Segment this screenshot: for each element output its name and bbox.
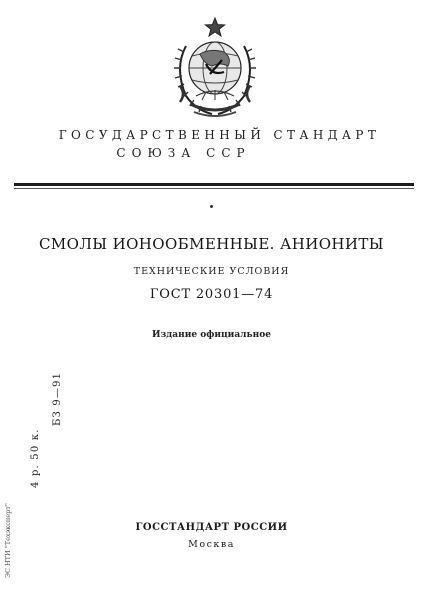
publisher-city: Москва (188, 539, 235, 550)
document-subtitle: ТЕХНИЧЕСКИЕ УСЛОВИЯ (133, 266, 290, 277)
header-rule-thick (14, 183, 414, 186)
price-note: 4 р. 50 к. (30, 428, 41, 488)
dot-mark (210, 205, 213, 208)
index-note: БЗ 9—91 (52, 371, 63, 426)
gost-number: ГОСТ 20301—74 (149, 287, 274, 302)
watermark-text: ЭС НТИ "Техэксперт" (4, 503, 12, 578)
publisher-name: ГОССТАНДАРТ РОССИИ (135, 522, 288, 533)
header-ussr: СОЮЗА ССР (116, 146, 251, 160)
edition-label: Издание официальное (152, 330, 271, 340)
ussr-state-emblem-icon (166, 16, 264, 120)
document-title: СМОЛЫ ИОНООБМЕННЫЕ. АНИОНИТЫ (39, 235, 384, 253)
header-rule-thin (14, 188, 414, 189)
header-state-standard: ГОСУДАРСТВЕННЫЙ СТАНДАРТ (58, 128, 381, 142)
